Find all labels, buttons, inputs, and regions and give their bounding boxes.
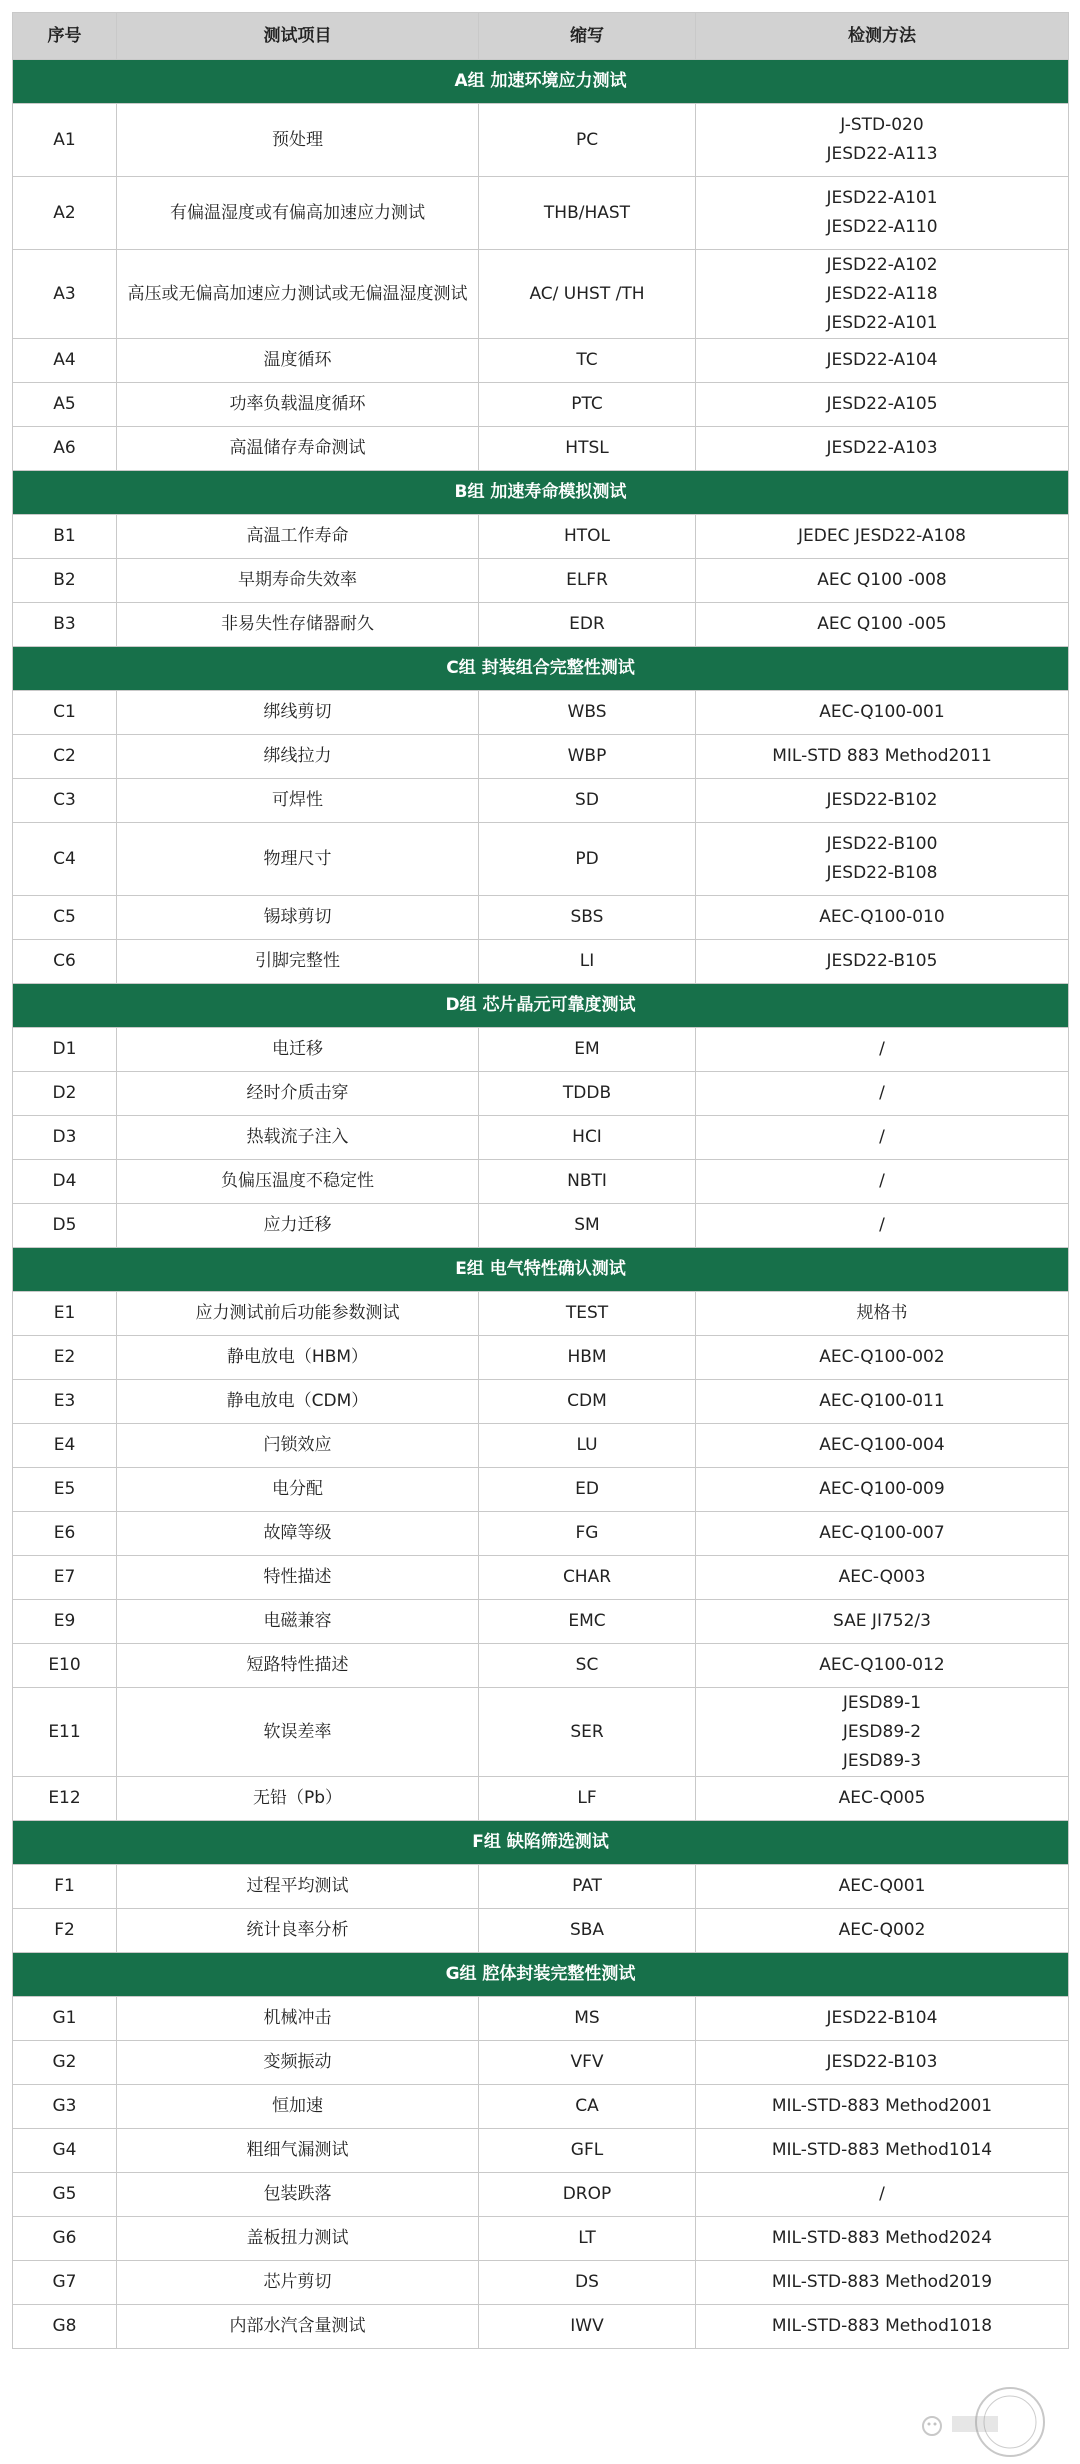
table-row [13,1160,1069,1204]
cell-no: G1 [13,1997,117,2041]
cell-method [696,1424,1069,1468]
cell-item: 机械冲击 [117,1997,479,2041]
method-line: JESD22-B102 [826,790,938,810]
method-line: / [879,1127,885,1147]
cell-no: E3 [13,1380,117,1424]
cell-item: 功率负载温度循环 [117,383,479,427]
table-row [13,1556,1069,1600]
method-line: JESD89-1 [842,1692,922,1713]
cell-item: 绑线剪切 [117,691,479,735]
cell-method [696,2305,1069,2349]
table-row [13,1336,1069,1380]
table-row [13,104,1069,177]
cell-no: E6 [13,1512,117,1556]
table-row [13,1468,1069,1512]
cell-abbr: TDDB [479,1072,696,1116]
table-row [13,339,1069,383]
cell-method [696,1512,1069,1556]
table-row [13,2261,1069,2305]
cell-method [696,603,1069,647]
cell-method [696,1380,1069,1424]
method-line: JESD22-A101 [826,188,938,208]
cell-abbr: LF [479,1777,696,1821]
cell-abbr: TEST [479,1292,696,1336]
method-line: JESD22-B104 [826,2008,938,2028]
cell-abbr: LU [479,1424,696,1468]
table-row [13,1600,1069,1644]
method-line: AEC-Q100-004 [819,1435,945,1455]
cell-abbr: SER [479,1688,696,1777]
cell-method [696,2261,1069,2305]
group-title: E组 电气特性确认测试 [13,1248,1069,1292]
cell-abbr: HTSL [479,427,696,471]
cell-item: 早期寿命失效率 [117,559,479,603]
method-line: MIL-STD-883 Method1018 [771,2316,993,2336]
cell-item: 电分配 [117,1468,479,1512]
cell-abbr: CHAR [479,1556,696,1600]
table-row [13,1644,1069,1688]
reliability-test-table [12,12,1069,2349]
table-row [13,2173,1069,2217]
method-line: JESD22-A110 [826,217,938,237]
table-row [13,735,1069,779]
method-line: / [879,1083,885,1103]
cell-item: 物理尺寸 [117,823,479,896]
cell-abbr: PAT [479,1865,696,1909]
method-line: AEC-Q100-012 [819,1655,945,1675]
table-row [13,2129,1069,2173]
group-header-row [13,647,1069,691]
cell-no: A5 [13,383,117,427]
cell-abbr: CA [479,2085,696,2129]
table-row [13,1204,1069,1248]
table-row [13,1116,1069,1160]
cell-no: B2 [13,559,117,603]
cell-no: C1 [13,691,117,735]
table-row [13,603,1069,647]
cell-abbr: DROP [479,2173,696,2217]
cell-item: 引脚完整性 [117,940,479,984]
method-line: AEC-Q003 [838,1567,926,1587]
cell-item: 非易失性存储器耐久 [117,603,479,647]
table-row [13,1865,1069,1909]
cell-no: E2 [13,1336,117,1380]
method-line: 规格书 [856,1303,908,1323]
cell-no: C5 [13,896,117,940]
group-header-row [13,1248,1069,1292]
method-line: AEC-Q002 [838,1920,926,1940]
table-row [13,1292,1069,1336]
table-row [13,2085,1069,2129]
cell-no: C2 [13,735,117,779]
method-line: / [879,2184,885,2204]
cell-item: 有偏温湿度或有偏高加速应力测试 [117,177,479,250]
method-line: J-STD-020 [840,115,924,135]
table-row [13,1380,1069,1424]
table-body [13,60,1069,2349]
table-header [13,13,1069,60]
group-title: A组 加速环境应力测试 [13,60,1069,104]
method-line: MIL-STD-883 Method1014 [771,2140,993,2160]
cell-method [696,559,1069,603]
group-title: C组 封装组合完整性测试 [13,647,1069,691]
cell-method [696,1997,1069,2041]
method-line: AEC Q100 -005 [817,614,947,634]
cell-method [696,2041,1069,2085]
cell-no: E9 [13,1600,117,1644]
method-line: MIL-STD 883 Method2011 [772,746,992,766]
table-row [13,2041,1069,2085]
header-method: 检测方法 [696,13,1069,60]
method-line: JEDEC JESD22-A108 [798,526,966,546]
cell-method [696,1644,1069,1688]
cell-abbr: THB/HAST [479,177,696,250]
cell-abbr: VFV [479,2041,696,2085]
cell-method [696,1028,1069,1072]
table-row [13,1072,1069,1116]
cell-method [696,2173,1069,2217]
cell-item: 高压或无偏高加速应力测试或无偏温湿度测试 [117,250,479,339]
cell-no: G2 [13,2041,117,2085]
cell-no: E4 [13,1424,117,1468]
cell-no: G7 [13,2261,117,2305]
cell-abbr: HTOL [479,515,696,559]
cell-abbr: LI [479,940,696,984]
table-row [13,691,1069,735]
cell-no: G6 [13,2217,117,2261]
cell-abbr: WBP [479,735,696,779]
cell-no: E1 [13,1292,117,1336]
cell-method [696,1777,1069,1821]
cell-method [696,1116,1069,1160]
method-line: JESD22-A113 [826,144,938,164]
table-row [13,779,1069,823]
cell-item: 可焊性 [117,779,479,823]
cell-no: D5 [13,1204,117,1248]
cell-no: A1 [13,104,117,177]
cell-item: 静电放电（HBM） [117,1336,479,1380]
cell-item: 统计良率分析 [117,1909,479,1953]
cell-no: E11 [13,1688,117,1777]
cell-item: 应力迁移 [117,1204,479,1248]
cell-item: 电磁兼容 [117,1600,479,1644]
group-title: F组 缺陷筛选测试 [13,1821,1069,1865]
cell-abbr: LT [479,2217,696,2261]
cell-method [696,383,1069,427]
cell-item: 软误差率 [117,1688,479,1777]
table-row [13,1777,1069,1821]
method-line: AEC-Q100-011 [819,1391,945,1411]
cell-method [696,1468,1069,1512]
table-row [13,383,1069,427]
cell-no: A6 [13,427,117,471]
cell-method [696,1909,1069,1953]
table-row [13,1028,1069,1072]
group-header-row [13,1953,1069,1997]
cell-abbr: AC/ UHST /TH [479,250,696,339]
cell-no: A2 [13,177,117,250]
cell-no: D2 [13,1072,117,1116]
table-row [13,823,1069,896]
cell-item: 内部水汽含量测试 [117,2305,479,2349]
cell-abbr: SBA [479,1909,696,1953]
cell-method [696,1600,1069,1644]
cell-no: G4 [13,2129,117,2173]
table-row [13,896,1069,940]
cell-item: 静电放电（CDM） [117,1380,479,1424]
method-line: JESD22-B108 [826,863,938,883]
cell-item: 预处理 [117,104,479,177]
method-line: MIL-STD-883 Method2024 [771,2228,993,2248]
cell-no: D3 [13,1116,117,1160]
cell-abbr: MS [479,1997,696,2041]
group-title: B组 加速寿命模拟测试 [13,471,1069,515]
cell-item: 故障等级 [117,1512,479,1556]
cell-abbr: DS [479,2261,696,2305]
cell-method [696,940,1069,984]
cell-method [696,177,1069,250]
table-row [13,250,1069,339]
method-line: SAE JI752/3 [833,1611,931,1631]
table-row [13,515,1069,559]
cell-no: G8 [13,2305,117,2349]
method-line: MIL-STD-883 Method2001 [771,2096,993,2116]
cell-no: A4 [13,339,117,383]
cell-abbr: IWV [479,2305,696,2349]
cell-no: B3 [13,603,117,647]
cell-no: E12 [13,1777,117,1821]
cell-abbr: GFL [479,2129,696,2173]
cell-abbr: NBTI [479,1160,696,1204]
cell-no: B1 [13,515,117,559]
cell-abbr: WBS [479,691,696,735]
cell-no: C4 [13,823,117,896]
cell-abbr: PC [479,104,696,177]
cell-no: D1 [13,1028,117,1072]
cell-item: 高温储存寿命测试 [117,427,479,471]
cell-method [696,779,1069,823]
cell-item: 锡球剪切 [117,896,479,940]
cell-method [696,1336,1069,1380]
cell-method [696,735,1069,779]
cell-item: 恒加速 [117,2085,479,2129]
cell-abbr: TC [479,339,696,383]
cell-abbr: PD [479,823,696,896]
cell-method [696,1556,1069,1600]
cell-abbr: SD [479,779,696,823]
method-line: AEC Q100 -008 [817,570,947,590]
cell-item: 特性描述 [117,1556,479,1600]
cell-abbr: EM [479,1028,696,1072]
table-row [13,1424,1069,1468]
header-abbr: 缩写 [479,13,696,60]
method-line: JESD22-B103 [826,2052,938,2072]
cell-no: D4 [13,1160,117,1204]
table-row [13,1512,1069,1556]
cell-no: G3 [13,2085,117,2129]
method-line: / [879,1171,885,1191]
method-line: AEC-Q001 [838,1876,926,1896]
group-header-row [13,984,1069,1028]
method-line: AEC-Q100-009 [819,1479,945,1499]
cell-method [696,1688,1069,1777]
cell-no: C6 [13,940,117,984]
table-row [13,559,1069,603]
cell-no: G5 [13,2173,117,2217]
header-no: 序号 [13,13,117,60]
method-line: JESD22-A104 [826,350,938,370]
cell-item: 应力测试前后功能参数测试 [117,1292,479,1336]
cell-abbr: EDR [479,603,696,647]
cell-item: 芯片剪切 [117,2261,479,2305]
method-line: JESD22-A103 [826,438,938,458]
cell-abbr: ELFR [479,559,696,603]
cell-method [696,2085,1069,2129]
method-line: JESD22-B105 [826,951,938,971]
cell-abbr: PTC [479,383,696,427]
group-header-row [13,471,1069,515]
cell-abbr: ED [479,1468,696,1512]
method-line: JESD22-A101 [826,312,938,333]
cell-item: 负偏压温度不稳定性 [117,1160,479,1204]
method-line: AEC-Q100-002 [819,1347,945,1367]
cell-method [696,339,1069,383]
cell-abbr: CDM [479,1380,696,1424]
cell-method [696,2217,1069,2261]
cell-method [696,823,1069,896]
cell-method [696,250,1069,339]
cell-method [696,1072,1069,1116]
cell-item: 盖板扭力测试 [117,2217,479,2261]
cell-item: 电迁移 [117,1028,479,1072]
cell-method [696,427,1069,471]
cell-item: 变频振动 [117,2041,479,2085]
method-line: JESD89-2 [842,1721,922,1742]
cell-item: 绑线拉力 [117,735,479,779]
cell-method [696,1865,1069,1909]
stamp-seal-icon [918,2380,1048,2460]
cell-item: 无铅（Pb） [117,1777,479,1821]
cell-no: F2 [13,1909,117,1953]
cell-item: 闩锁效应 [117,1424,479,1468]
cell-no: E5 [13,1468,117,1512]
group-header-row [13,1821,1069,1865]
group-header-row [13,60,1069,104]
cell-item: 温度循环 [117,339,479,383]
table-row [13,427,1069,471]
table-row [13,2217,1069,2261]
header-item: 测试项目 [117,13,479,60]
table-row [13,177,1069,250]
cell-abbr: SC [479,1644,696,1688]
cell-item: 高温工作寿命 [117,515,479,559]
cell-abbr: HBM [479,1336,696,1380]
cell-abbr: SBS [479,896,696,940]
table-row [13,2305,1069,2349]
method-line: / [879,1215,885,1235]
cell-item: 经时介质击穿 [117,1072,479,1116]
cell-abbr: HCI [479,1116,696,1160]
cell-item: 热载流子注入 [117,1116,479,1160]
cell-no: C3 [13,779,117,823]
method-line: JESD22-A118 [826,283,938,304]
cell-item: 包装跌落 [117,2173,479,2217]
cell-method [696,896,1069,940]
cell-method [696,515,1069,559]
method-line: AEC-Q100-001 [819,702,945,722]
cell-method [696,691,1069,735]
cell-method [696,1204,1069,1248]
cell-method [696,1160,1069,1204]
method-line: JESD22-A105 [826,394,938,414]
method-line: AEC-Q005 [838,1788,926,1808]
method-line: JESD22-A102 [826,254,938,275]
table-row [13,1997,1069,2041]
table-row [13,1909,1069,1953]
cell-abbr: EMC [479,1600,696,1644]
cell-no: E7 [13,1556,117,1600]
header-row [13,13,1069,60]
cell-method [696,104,1069,177]
cell-method [696,1292,1069,1336]
cell-no: F1 [13,1865,117,1909]
method-line: AEC-Q100-010 [819,907,945,927]
cell-abbr: FG [479,1512,696,1556]
cell-no: A3 [13,250,117,339]
method-line: JESD22-B100 [826,834,938,854]
method-line: JESD89-3 [842,1750,922,1771]
cell-item: 过程平均测试 [117,1865,479,1909]
cell-method [696,2129,1069,2173]
cell-abbr: SM [479,1204,696,1248]
cell-no: E10 [13,1644,117,1688]
method-line: / [879,1039,885,1059]
cell-item: 短路特性描述 [117,1644,479,1688]
table-row [13,940,1069,984]
method-line: MIL-STD-883 Method2019 [771,2272,993,2292]
group-title: D组 芯片晶元可靠度测试 [13,984,1069,1028]
method-line: AEC-Q100-007 [819,1523,945,1543]
group-title: G组 腔体封装完整性测试 [13,1953,1069,1997]
cell-item: 粗细气漏测试 [117,2129,479,2173]
table-row [13,1688,1069,1777]
